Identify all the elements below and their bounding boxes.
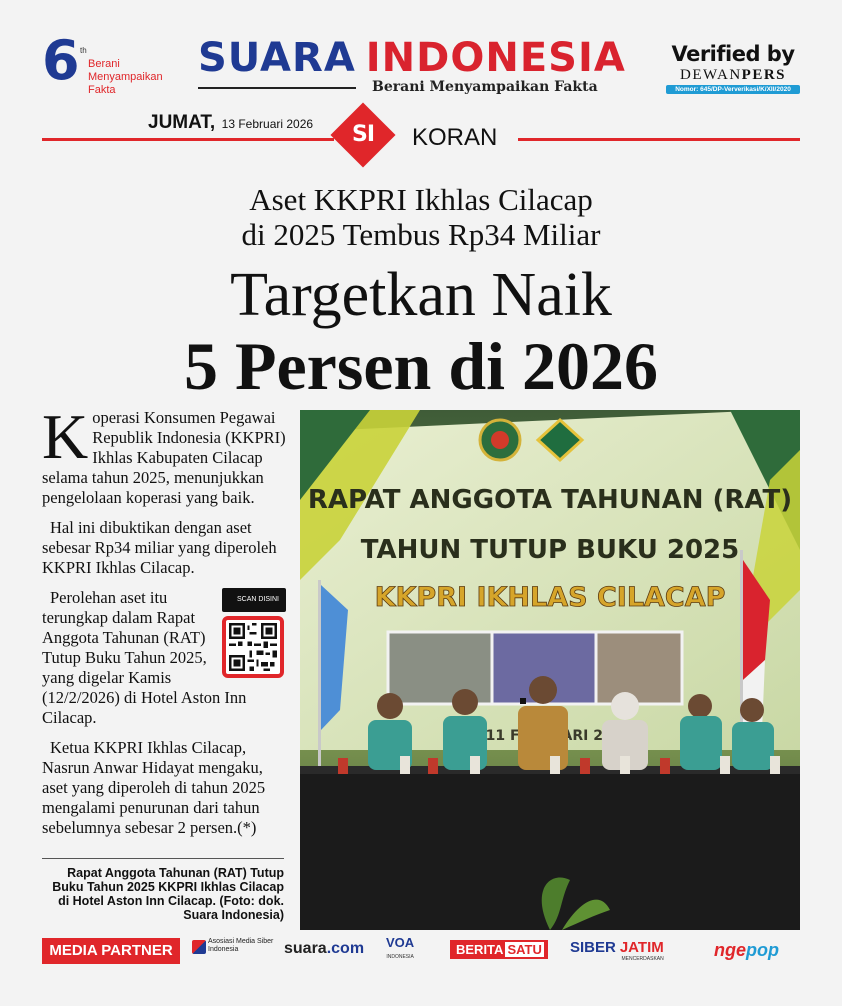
suara-text-a: suara	[284, 940, 327, 957]
verified-org-part2: PERS	[741, 67, 786, 83]
verified-org	[666, 66, 800, 84]
berita-text-b: SATU	[507, 942, 542, 957]
si-logo-text: SI	[351, 122, 375, 147]
header-rule-right	[518, 138, 800, 141]
edition-day: JUMAT,	[148, 112, 216, 133]
anniversary-badge	[42, 29, 182, 96]
headline-line-2: 5 Persen di 2026	[183, 328, 659, 404]
berita-text-a: BERITA	[456, 942, 504, 957]
kicker-line-1: Aset KKPRI Ikhlas Cilacap	[249, 182, 593, 217]
voa-sub: INDONESIA	[386, 954, 414, 960]
media-partner-bar	[42, 935, 800, 966]
masthead-part2: INDONESIA	[365, 35, 626, 81]
masthead-tagline: Berani Menyampaikan Fakta	[372, 79, 598, 95]
banner-line-2: TAHUN TUTUP BUKU 2025	[360, 535, 740, 565]
caption-rule	[42, 858, 284, 859]
section-label: KORAN	[412, 124, 498, 151]
siber-text-a: SIBER	[570, 939, 616, 956]
suara-text-b: .com	[326, 940, 365, 957]
photo-caption: Rapat Anggota Tahunan (RAT) Tutup Buku Tahun 2025 KKPRI Ikhlas Cilacap di Hotel Aston Inn Cilacap. (Foto: dok. Suara Indonesia)	[52, 866, 284, 922]
masthead-underline	[198, 87, 356, 89]
partner-ngepop[interactable]	[714, 940, 779, 961]
anniversary-number: 6	[42, 29, 80, 92]
drop-cap: K	[42, 401, 89, 472]
siber-sub: MENCERDASKAN	[621, 956, 664, 962]
ngepop-text-b: pop	[746, 940, 780, 960]
qr-label: SCAN DISINI	[222, 588, 286, 612]
siber-text-b: JATIM	[619, 939, 664, 956]
paragraph-text: operasi Konsumen Pegawai Republik Indonesia (KKPRI) Ikhlas Kabupaten Cilacap selama tahun 2025, menunjukkan pengelolaan koperasi yang baik.	[42, 408, 286, 507]
verified-org-part1: DEWAN	[680, 67, 742, 83]
article-paragraph	[42, 401, 286, 508]
partner-voa[interactable]	[386, 936, 414, 964]
amsi-logo-icon	[192, 940, 206, 954]
edition-date	[148, 112, 313, 134]
headline-kicker	[100, 182, 742, 252]
masthead-part1: SUARA	[198, 35, 356, 81]
banner-inset-photo	[596, 632, 682, 704]
banner-line-1: RAPAT ANGGOTA TAHUNAN (RAT)	[307, 485, 793, 515]
voa-text: VOA	[386, 935, 415, 950]
ngepop-text-a: nge	[714, 940, 747, 960]
edition-date-text: 13 Februari 2026	[221, 117, 314, 131]
banner-line-3: KKPRI IKHLAS CILACAP	[374, 582, 726, 613]
paragraph-text: Perolehan aset itu terungkap dalam Rapat Anggota Tahunan (RAT) Tutup Buku Tahun 2025, yang digelar Kamis (12/2/2026) di Hotel Aston Inn Cilacap.	[42, 588, 247, 727]
qr-code-icon[interactable]	[222, 616, 284, 678]
kicker-line-2: di 2025 Tembus Rp34 Miliar	[241, 217, 601, 252]
article-body	[42, 401, 286, 848]
partner-suara[interactable]	[284, 940, 364, 958]
partner-siberjatim[interactable]	[570, 940, 664, 962]
article-photo[interactable]	[300, 410, 800, 930]
article-paragraph: Hal ini dibuktikan dengan aset sebesar Rp34 miliar yang diperoleh KKPRI Ikhlas Cilacap.	[42, 518, 277, 577]
anniversary-text: Berani Menyampaikan Fakta	[88, 58, 163, 96]
banner-date: 11	[485, 728, 506, 744]
masthead-logo[interactable]	[198, 36, 626, 80]
article-paragraph	[42, 588, 286, 728]
media-partner-label: MEDIA PARTNER	[42, 938, 180, 964]
header-rule-left	[42, 138, 334, 141]
anniversary-suffix: th	[80, 46, 87, 55]
amsi-text: Asosiasi Media Siber Indonesia	[208, 938, 274, 953]
partner-beritasatu[interactable]	[450, 940, 548, 959]
verified-badge	[666, 42, 800, 94]
article-paragraph: Ketua KKPRI Ikhlas Cilacap, Nasrun Anwar Hidayat mengaku, aset yang diperoleh di tahun 2025 mengalami penurunan dari tahun sebelumnya sebesar 2 persen.(*)	[42, 738, 266, 837]
qr-code-block[interactable]	[222, 588, 286, 678]
partner-amsi[interactable]	[192, 938, 284, 954]
verified-title: Verified by	[671, 42, 795, 66]
verified-number: Nomor: 645/DP-Ververikasi/K/XII/2020	[666, 85, 800, 94]
headline-line-1: Targetkan Naik	[230, 261, 612, 329]
